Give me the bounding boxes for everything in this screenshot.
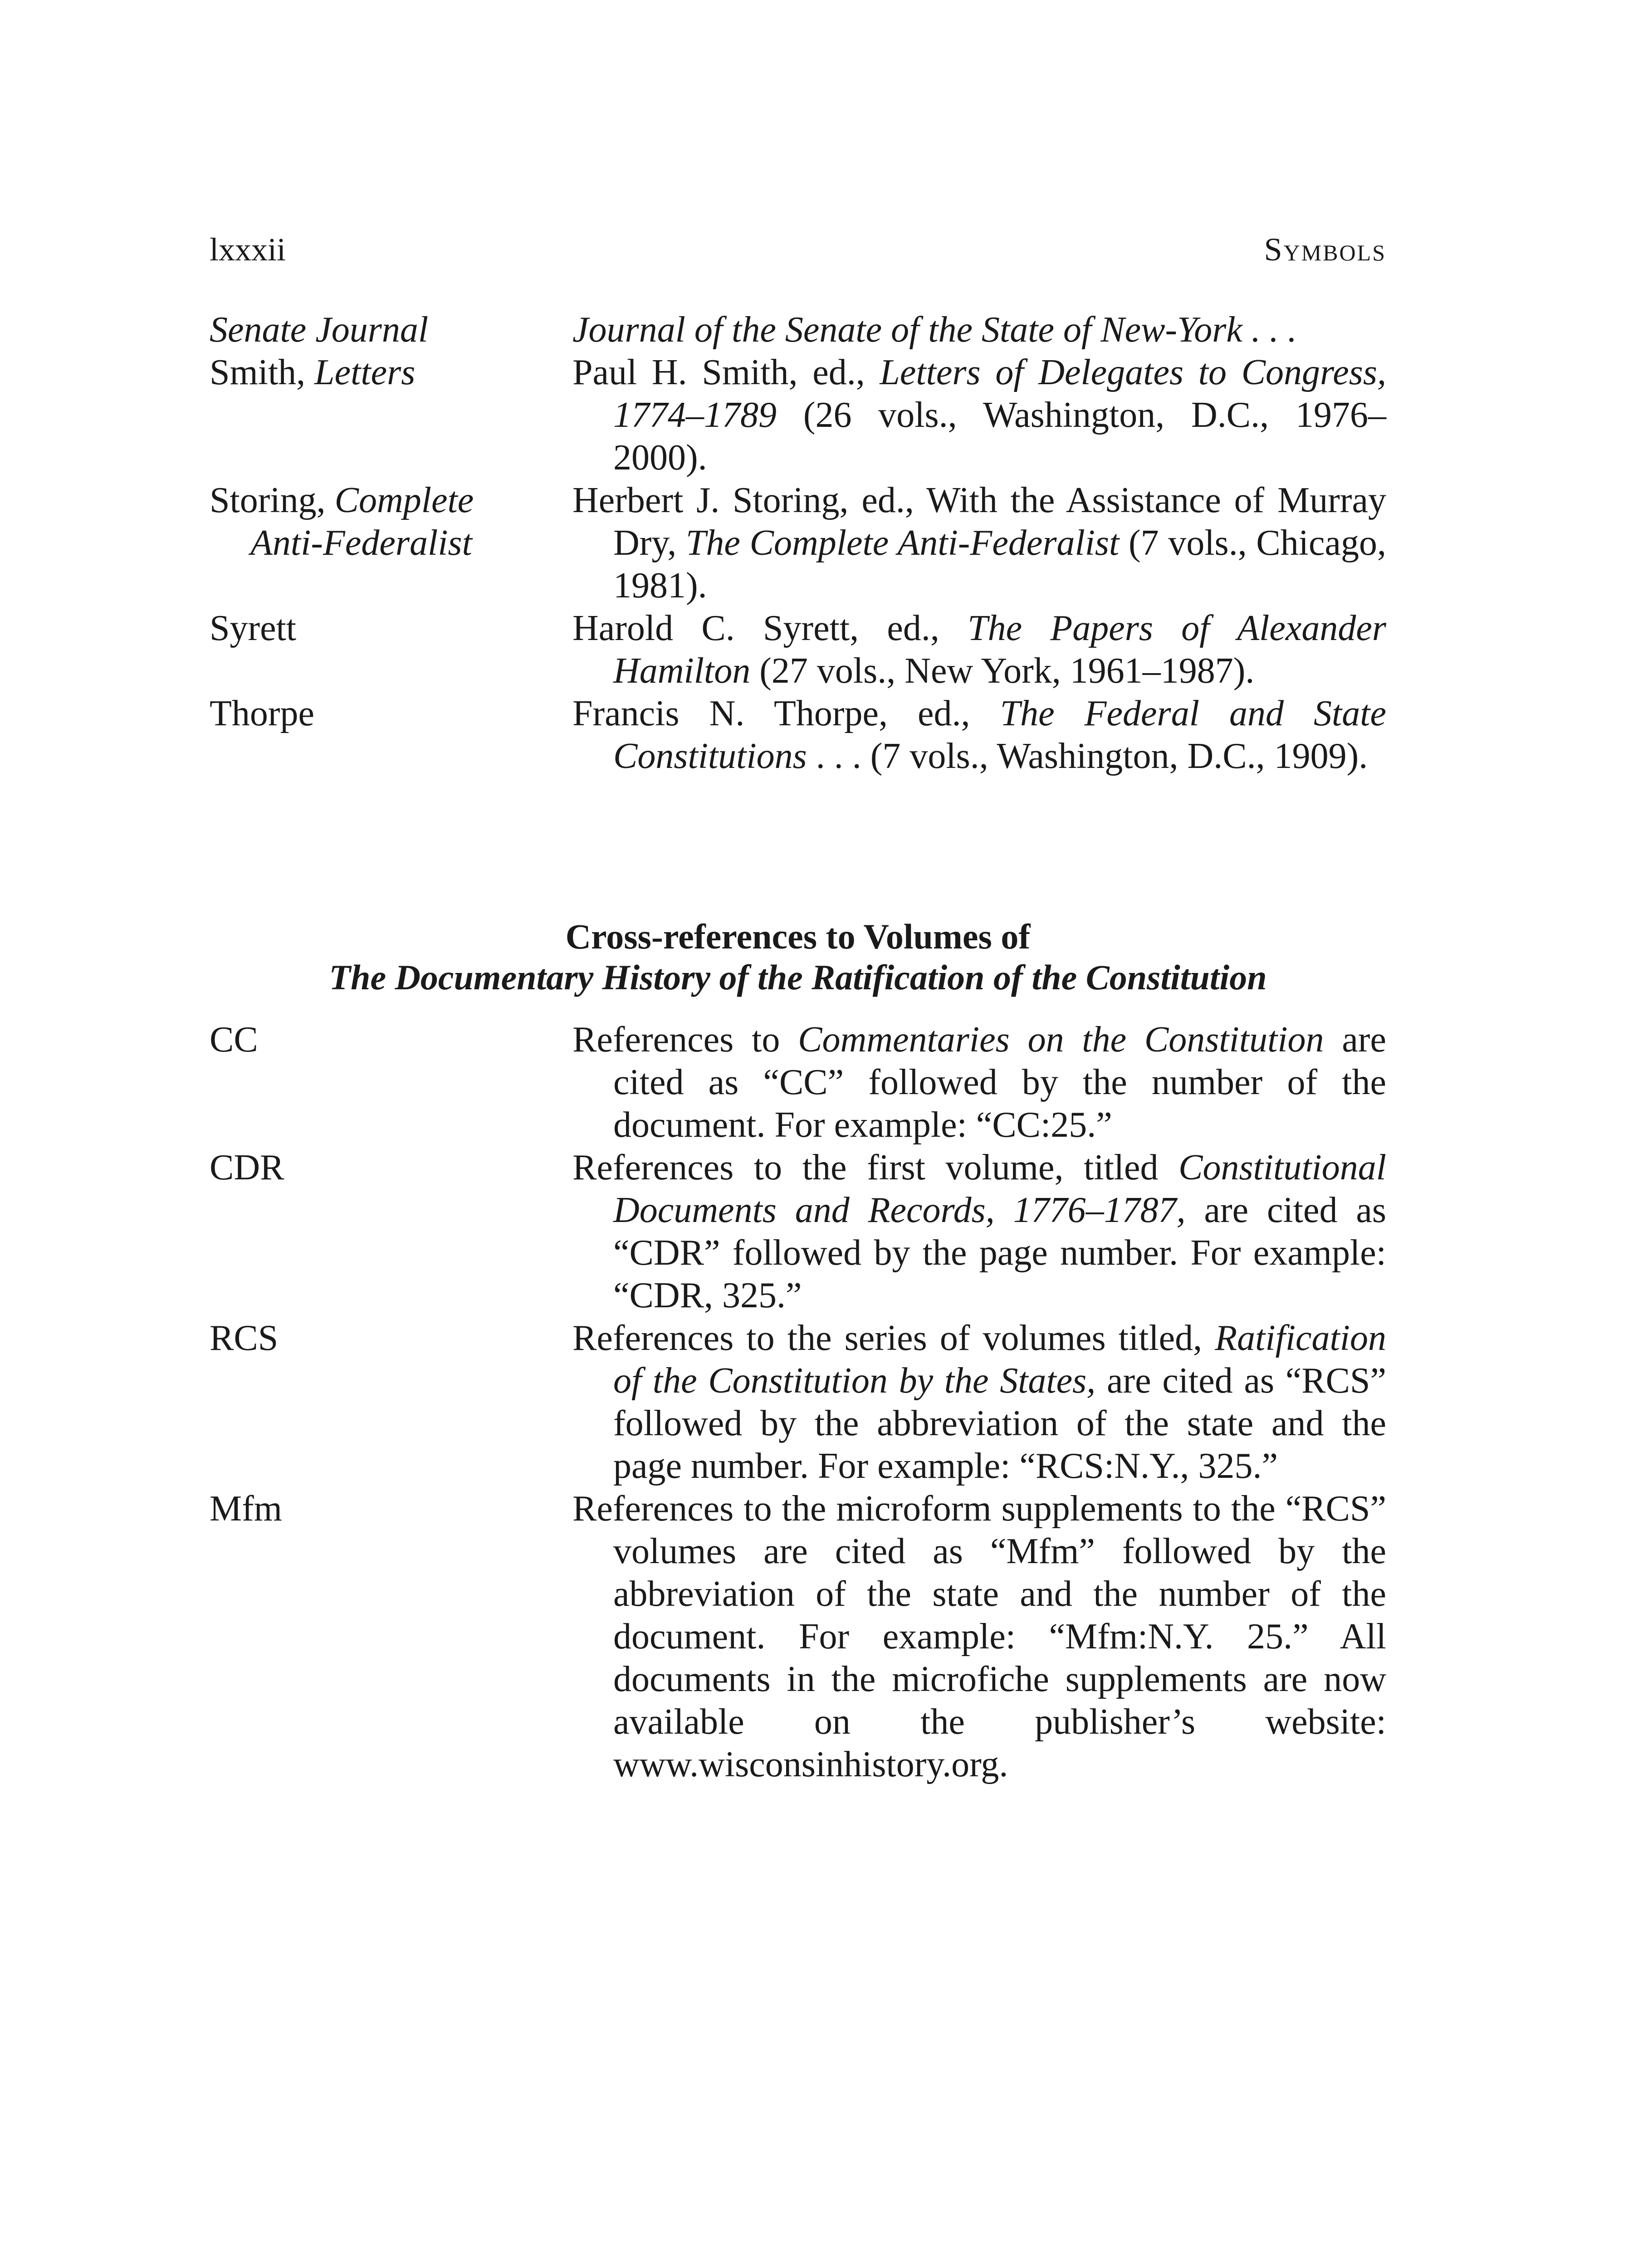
running-head — [210, 229, 1386, 270]
crossref-entry — [210, 1146, 1386, 1317]
symbol-definition: Harold C. Syrett, ed., The Papers of Alexander Hamilton (27 vols., New York, 1961–1987). — [572, 608, 1387, 691]
crossrefs-heading-line1: Cross-references to Volumes of — [565, 917, 1031, 956]
crossrefs-list — [210, 1018, 1386, 1786]
crossref-abbreviation: CC — [210, 1020, 258, 1060]
symbol-entry — [210, 308, 1386, 351]
symbols-list — [210, 308, 1386, 777]
crossref-entry — [210, 1317, 1386, 1487]
crossref-entry — [210, 1487, 1386, 1786]
crossref-definition: References to the first volume, titled Constitutional Documents and Records, 1776–1787, are cited as “CDR” followed by the page number. For example: “CDR, 325.” — [572, 1148, 1387, 1315]
crossref-definition: References to Commentaries on the Constitution are cited as “CC” followed by the number of the document. For example: “CC:25.” — [572, 1020, 1387, 1145]
crossref-abbreviation: Mfm — [210, 1489, 282, 1529]
symbol-definition: Herbert J. Storing, ed., With the Assistance of Murray Dry, The Complete Anti-Federalist (7 vols., Chicago, 1981). — [572, 480, 1386, 606]
symbol-definition: Journal of the Senate of the State of New-York . . . — [572, 310, 1297, 350]
symbol-abbreviation: Storing, Complete Anti-Federalist — [210, 480, 474, 563]
crossrefs-heading-line2: The Documentary History of the Ratification of the Constitution — [329, 958, 1267, 997]
section-title: Symbols — [1264, 231, 1386, 268]
crossref-abbreviation: RCS — [210, 1318, 279, 1358]
crossrefs-heading — [210, 916, 1386, 998]
crossref-definition: References to the series of volumes titled, Ratification of the Constitution by the States, are cited as “RCS” followed by the abbreviation of the state and the page number. For example: “RCS:N.Y., 325.” — [572, 1318, 1387, 1486]
symbol-abbreviation: Thorpe — [210, 694, 315, 733]
symbol-abbreviation: Smith, Letters — [210, 352, 416, 392]
page-number: lxxxii — [210, 231, 286, 268]
crossref-entry — [210, 1018, 1386, 1146]
symbol-entry — [210, 692, 1386, 777]
symbol-definition: Francis N. Thorpe, ed., The Federal and State Constitutions . . . (7 vols., Washington, D.C., 1909). — [572, 694, 1386, 776]
crossref-definition: References to the microform supplements to the “RCS” volumes are cited as “Mfm” followed by the abbreviation of the state and the number of the document. For example: “Mfm:N.Y. 25.” All documents in the microfiche supplements are now available on the publisher’s website: www.wisconsinhistory.org. — [572, 1489, 1386, 1784]
symbol-abbreviation: Syrett — [210, 608, 297, 648]
symbol-entry — [210, 351, 1386, 479]
symbol-entry — [210, 607, 1386, 692]
symbol-abbreviation: Senate Journal — [210, 310, 429, 350]
crossref-abbreviation: CDR — [210, 1148, 284, 1188]
symbol-definition: Paul H. Smith, ed., Letters of Delegates to Congress, 1774–1789 (26 vols., Washington, D.C., 1976–2000). — [572, 352, 1386, 478]
symbol-entry — [210, 479, 1386, 607]
